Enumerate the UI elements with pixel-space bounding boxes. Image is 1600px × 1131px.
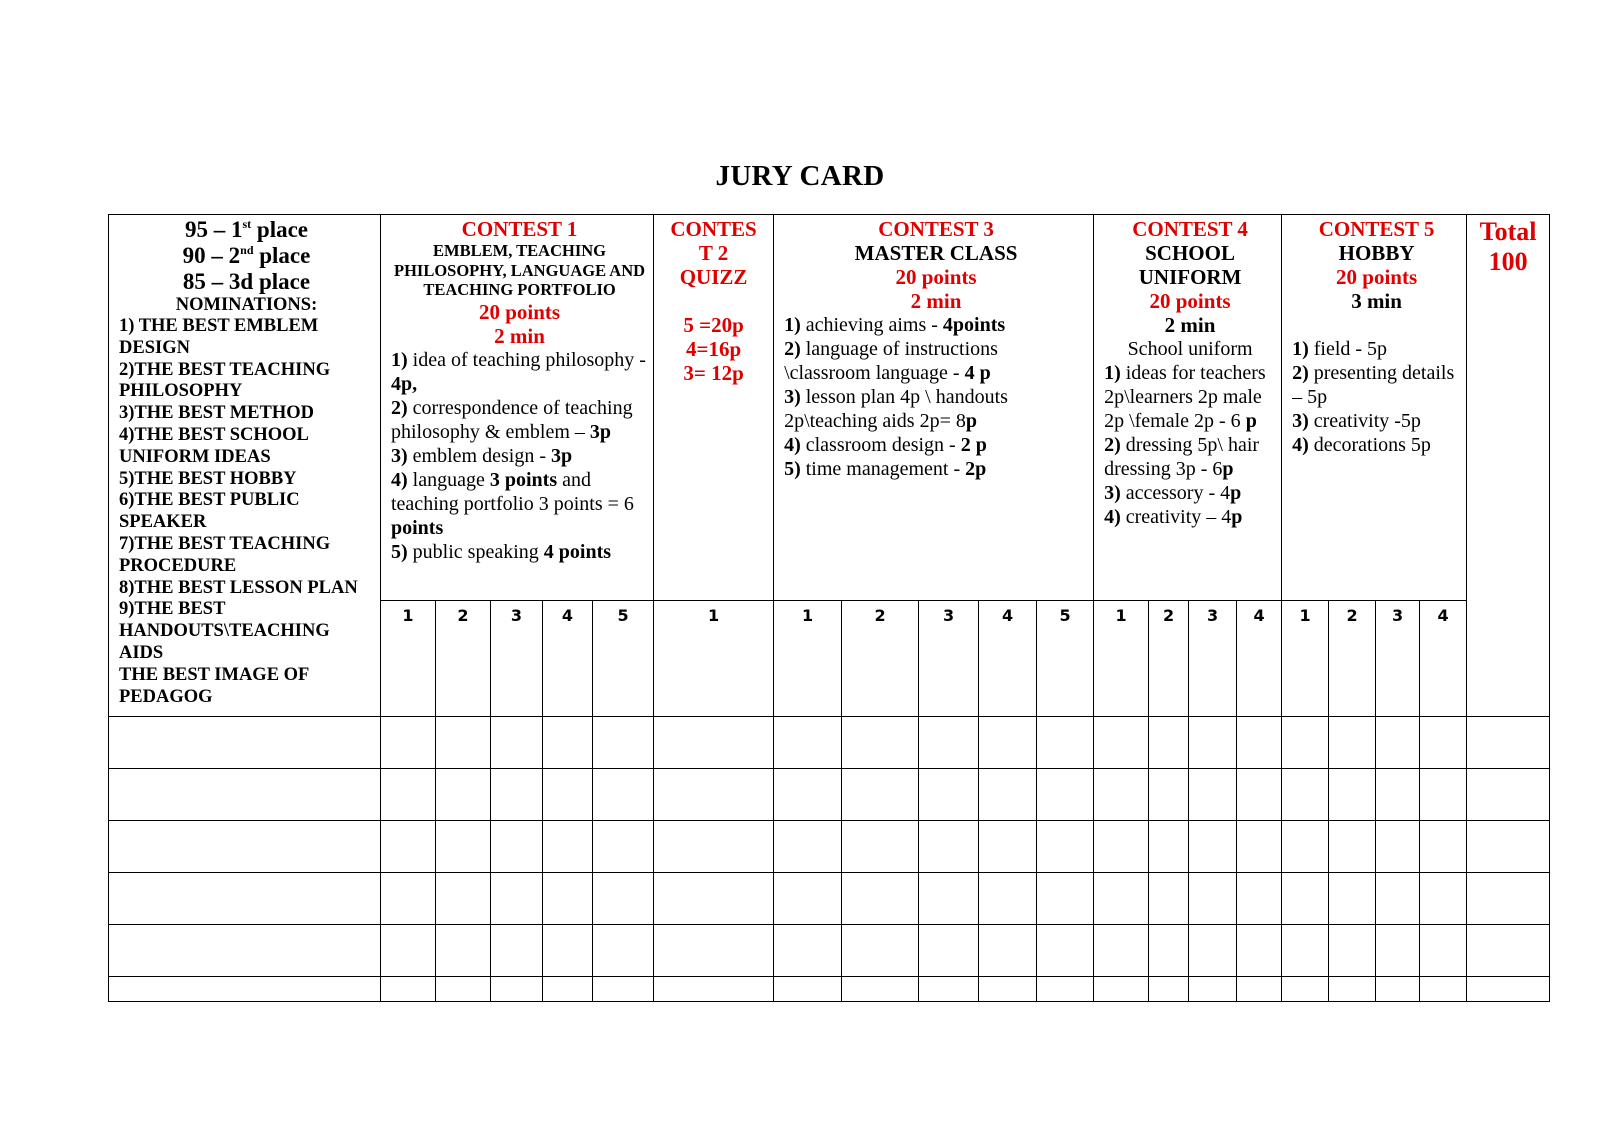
place-3rd: 85 – 3d place [182, 269, 311, 294]
contest1-points: 20 points [478, 299, 561, 324]
score-cell[interactable] [491, 977, 543, 1002]
total-label: Total [1479, 217, 1537, 246]
nomination-item: 2)THE BEST TEACHING PHILOSOPHY [119, 359, 331, 402]
score-row [109, 717, 1550, 769]
score-cell[interactable] [1420, 717, 1467, 769]
score-cell[interactable] [381, 873, 436, 925]
score-cell[interactable] [1149, 717, 1189, 769]
score-cell[interactable] [1420, 977, 1467, 1002]
contest3-header [774, 215, 1094, 601]
score-cell[interactable] [543, 821, 593, 873]
score-cell[interactable] [1329, 925, 1376, 977]
score-cell[interactable] [774, 873, 842, 925]
contest2-header [654, 215, 774, 601]
contest2-score: 5 =20p [683, 313, 744, 337]
score-col-header: 4 [1237, 601, 1282, 717]
score-cell[interactable] [842, 769, 919, 821]
score-cell[interactable] [979, 977, 1037, 1002]
score-cell[interactable] [1149, 821, 1189, 873]
score-cell[interactable] [1094, 925, 1149, 977]
score-cell[interactable] [842, 977, 919, 1002]
contest3-criterion: 4) classroom design - 2 p [784, 434, 987, 456]
score-cell[interactable] [381, 925, 436, 977]
score-cell[interactable] [1376, 873, 1420, 925]
score-cell[interactable] [774, 717, 842, 769]
score-cell[interactable] [1149, 925, 1189, 977]
participant-cell[interactable] [109, 821, 381, 873]
nomination-item: 9)THE BEST HANDOUTS\TEACHING AIDS [119, 599, 330, 663]
score-cell[interactable] [919, 925, 979, 977]
score-cell[interactable] [842, 821, 919, 873]
contest2-score: 3= 12p [683, 361, 744, 385]
contest5-criterion: 2) presenting details – 5p [1292, 362, 1455, 408]
score-cell[interactable] [1376, 769, 1420, 821]
score-col-header: 5 [593, 601, 654, 717]
contest4-points: 20 points [1149, 289, 1231, 313]
score-cell[interactable] [543, 717, 593, 769]
score-cell[interactable] [919, 977, 979, 1002]
score-col-header: 1 [774, 601, 842, 717]
score-cell[interactable] [654, 821, 774, 873]
score-cell[interactable] [1237, 821, 1282, 873]
score-cell[interactable] [436, 977, 491, 1002]
score-cell[interactable] [1329, 769, 1376, 821]
score-cell[interactable] [1094, 717, 1149, 769]
score-cell[interactable] [1094, 769, 1149, 821]
score-cell[interactable] [1376, 717, 1420, 769]
contest5-subtitle: HOBBY [1338, 241, 1415, 265]
jury-card-table [108, 214, 1550, 1002]
score-cell[interactable] [1237, 925, 1282, 977]
contest1-criterion: 1) idea of teaching philosophy - 4p, [391, 348, 646, 395]
score-cell[interactable] [1189, 769, 1237, 821]
contest1-header [381, 215, 654, 601]
contest1-time: 2 min [494, 323, 545, 348]
contest3-criterion: 3) lesson plan 4p \ handouts 2p\teaching aids 2p= 8p [784, 386, 1008, 432]
participant-cell[interactable] [109, 977, 381, 1002]
score-cell[interactable] [381, 977, 436, 1002]
total-cell[interactable] [1467, 925, 1550, 977]
score-cell[interactable] [1237, 717, 1282, 769]
score-cell[interactable] [1237, 873, 1282, 925]
score-cell[interactable] [1094, 821, 1149, 873]
place-2nd: 90 – 2nd place [182, 243, 311, 268]
score-cell[interactable] [774, 977, 842, 1002]
participant-cell[interactable] [109, 717, 381, 769]
score-cell[interactable] [979, 873, 1037, 925]
contest4-name: CONTEST 4 [1132, 217, 1248, 241]
contest5-criterion: 3) creativity -5p [1292, 410, 1421, 432]
score-cell[interactable] [436, 873, 491, 925]
score-cell[interactable] [1037, 925, 1094, 977]
contest5-criterion: 4) decorations 5p [1292, 434, 1431, 456]
score-col-header: 2 [1329, 601, 1376, 717]
contest1-criterion: 3) emblem design - 3p [391, 444, 573, 467]
score-cell[interactable] [436, 925, 491, 977]
contest3-criterion: 1) achieving aims - 4points [784, 314, 1006, 336]
score-cell[interactable] [1037, 977, 1094, 1002]
score-cell[interactable] [491, 717, 543, 769]
contest4-time: 2 min [1164, 313, 1216, 337]
page-title: JURY CARD [715, 160, 885, 192]
score-cell[interactable] [919, 821, 979, 873]
score-row [109, 977, 1550, 1002]
score-cell[interactable] [654, 977, 774, 1002]
score-cell[interactable] [491, 925, 543, 977]
score-col-header: 3 [491, 601, 543, 717]
total-header [1467, 215, 1550, 717]
total-cell[interactable] [1467, 717, 1550, 769]
score-cell[interactable] [593, 821, 654, 873]
score-col-header: 1 [381, 601, 436, 717]
score-cell[interactable] [1329, 873, 1376, 925]
contest2-subtitle: QUIZZ [679, 265, 748, 289]
score-cell[interactable] [1037, 769, 1094, 821]
contest3-criterion: 2) language of instructions \classroom language - 4 p [784, 338, 998, 384]
nomination-item: THE BEST IMAGE OF PEDAGOG [119, 664, 309, 707]
contest5-header [1282, 215, 1467, 601]
score-cell[interactable] [979, 925, 1037, 977]
score-cell[interactable] [1189, 821, 1237, 873]
contest4-header [1094, 215, 1282, 601]
score-cell[interactable] [979, 821, 1037, 873]
nominations-cell [109, 215, 381, 717]
score-col-header: 4 [979, 601, 1037, 717]
score-cell[interactable] [436, 821, 491, 873]
score-col-header: 3 [919, 601, 979, 717]
score-col-header: 4 [543, 601, 593, 717]
score-cell[interactable] [1329, 717, 1376, 769]
score-cell[interactable] [593, 769, 654, 821]
score-cell[interactable] [491, 769, 543, 821]
score-cell[interactable] [1329, 821, 1376, 873]
score-row [109, 925, 1550, 977]
score-cell[interactable] [1376, 977, 1420, 1002]
score-cell[interactable] [381, 821, 436, 873]
place-1st: 95 – 1st place [184, 217, 309, 242]
score-cell[interactable] [593, 925, 654, 977]
score-cell[interactable] [1037, 717, 1094, 769]
score-cell[interactable] [654, 925, 774, 977]
score-cell[interactable] [1149, 873, 1189, 925]
contest4-criterion: 4) creativity – 4p [1104, 506, 1243, 528]
score-cell[interactable] [979, 717, 1037, 769]
score-cell[interactable] [1282, 873, 1329, 925]
contest5-points: 20 points [1336, 265, 1418, 289]
participant-cell[interactable] [109, 873, 381, 925]
contest3-subtitle: MASTER CLASS [854, 241, 1018, 265]
contest3-time: 2 min [910, 289, 962, 313]
contest5-time: 3 min [1351, 289, 1402, 313]
nomination-item: 5)THE BEST HOBBY [119, 468, 297, 489]
score-cell[interactable] [1420, 873, 1467, 925]
score-cell[interactable] [1189, 977, 1237, 1002]
score-cell[interactable] [1189, 925, 1237, 977]
contest4-criterion: 2) dressing 5p\ hair dressing 3p - 6p [1104, 434, 1260, 480]
score-cell[interactable] [1282, 977, 1329, 1002]
score-cell[interactable] [381, 769, 436, 821]
score-row [109, 873, 1550, 925]
score-cell[interactable] [774, 769, 842, 821]
score-cell[interactable] [381, 717, 436, 769]
score-cell[interactable] [919, 769, 979, 821]
score-col-header: 1 [1282, 601, 1329, 717]
score-cell[interactable] [1376, 821, 1420, 873]
score-cell[interactable] [842, 717, 919, 769]
score-cell[interactable] [543, 769, 593, 821]
contest4-criterion: 1) ideas for teachers 2p\learners 2p male 2p \female 2p - 6 p [1104, 362, 1266, 432]
total-cell[interactable] [1467, 821, 1550, 873]
contest4-subtitle: SCHOOL UNIFORM [1138, 241, 1242, 289]
score-cell[interactable] [1149, 977, 1189, 1002]
nomination-item: 3)THE BEST METHOD [119, 403, 314, 424]
contest1-criterion: 2) correspondence of teaching philosophy & emblem – 3p [391, 396, 633, 443]
score-cell[interactable] [1094, 977, 1149, 1002]
contest1-subtitle: EMBLEM, TEACHING PHILOSOPHY, LANGUAGE AND TEACHING PORTFOLIO [394, 241, 646, 299]
score-cell[interactable] [774, 925, 842, 977]
contest1-criterion: 5) public speaking 4 points [391, 540, 612, 563]
nominations-title: NOMINATIONS: [175, 295, 318, 315]
contest2-name: CONTES T 2 [670, 217, 757, 265]
score-cell[interactable] [1282, 769, 1329, 821]
score-cell[interactable] [1189, 717, 1237, 769]
nomination-item: 4)THE BEST SCHOOL UNIFORM IDEAS [119, 424, 308, 467]
total-cell[interactable] [1467, 769, 1550, 821]
score-cell[interactable] [654, 769, 774, 821]
score-cell[interactable] [491, 873, 543, 925]
score-row [109, 769, 1550, 821]
participant-cell[interactable] [109, 925, 381, 977]
contest3-criterion: 5) time management - 2p [784, 458, 987, 480]
score-cell[interactable] [1329, 977, 1376, 1002]
score-col-header: 1 [1094, 601, 1149, 717]
nomination-item: 1) THE BEST EMBLEM DESIGN [119, 316, 319, 358]
score-cell[interactable] [654, 873, 774, 925]
nomination-item: 6)THE BEST PUBLIC SPEAKER [119, 490, 300, 533]
contest1-criterion: 4) language 3 points and teaching portfolio 3 points = 6 points [391, 468, 634, 539]
score-col-header: 2 [436, 601, 491, 717]
score-cell[interactable] [491, 821, 543, 873]
score-cell[interactable] [593, 977, 654, 1002]
total-cell[interactable] [1467, 873, 1550, 925]
contest4-intro: School uniform [1127, 338, 1253, 360]
score-cell[interactable] [979, 769, 1037, 821]
score-cell[interactable] [1237, 769, 1282, 821]
score-cell[interactable] [543, 977, 593, 1002]
score-cell[interactable] [1282, 925, 1329, 977]
score-cell[interactable] [1037, 873, 1094, 925]
contest3-points: 20 points [895, 265, 977, 289]
score-cell[interactable] [1282, 717, 1329, 769]
score-col-header: 4 [1420, 601, 1467, 717]
score-cell[interactable] [1149, 769, 1189, 821]
score-cell[interactable] [919, 873, 979, 925]
score-cell[interactable] [436, 769, 491, 821]
score-cell[interactable] [1376, 925, 1420, 977]
score-cell[interactable] [842, 873, 919, 925]
score-col-header: 2 [842, 601, 919, 717]
score-cell[interactable] [1189, 873, 1237, 925]
score-cell[interactable] [1037, 821, 1094, 873]
score-col-header: 3 [1376, 601, 1420, 717]
score-col-header: 3 [1189, 601, 1237, 717]
total-cell[interactable] [1467, 977, 1550, 1002]
score-cell[interactable] [1282, 821, 1329, 873]
nomination-item: 8)THE BEST LESSON PLAN [119, 577, 358, 598]
contest1-name: CONTEST 1 [461, 217, 578, 241]
score-col-header: 5 [1037, 601, 1094, 717]
score-cell[interactable] [1420, 821, 1467, 873]
total-value: 100 [1488, 247, 1528, 276]
score-cell[interactable] [1094, 873, 1149, 925]
contest5-name: CONTEST 5 [1318, 217, 1435, 241]
score-cell[interactable] [593, 717, 654, 769]
contest4-criterion: 3) accessory - 4p [1104, 482, 1242, 504]
score-cell[interactable] [436, 717, 491, 769]
contest5-criterion: 1) field - 5p [1292, 338, 1388, 360]
score-cell[interactable] [842, 925, 919, 977]
contest2-score: 4=16p [685, 337, 742, 361]
score-cell[interactable] [543, 873, 593, 925]
score-cell[interactable] [1420, 769, 1467, 821]
score-col-header: 1 [654, 601, 774, 717]
score-cell[interactable] [654, 717, 774, 769]
score-cell[interactable] [919, 717, 979, 769]
score-cell[interactable] [543, 925, 593, 977]
score-cell[interactable] [1237, 977, 1282, 1002]
score-row [109, 821, 1550, 873]
score-col-header: 2 [1149, 601, 1189, 717]
score-cell[interactable] [1420, 925, 1467, 977]
score-cell[interactable] [593, 873, 654, 925]
score-cell[interactable] [774, 821, 842, 873]
nomination-item: 7)THE BEST TEACHING PROCEDURE [119, 533, 331, 576]
contest3-name: CONTEST 3 [878, 217, 994, 241]
participant-cell[interactable] [109, 769, 381, 821]
